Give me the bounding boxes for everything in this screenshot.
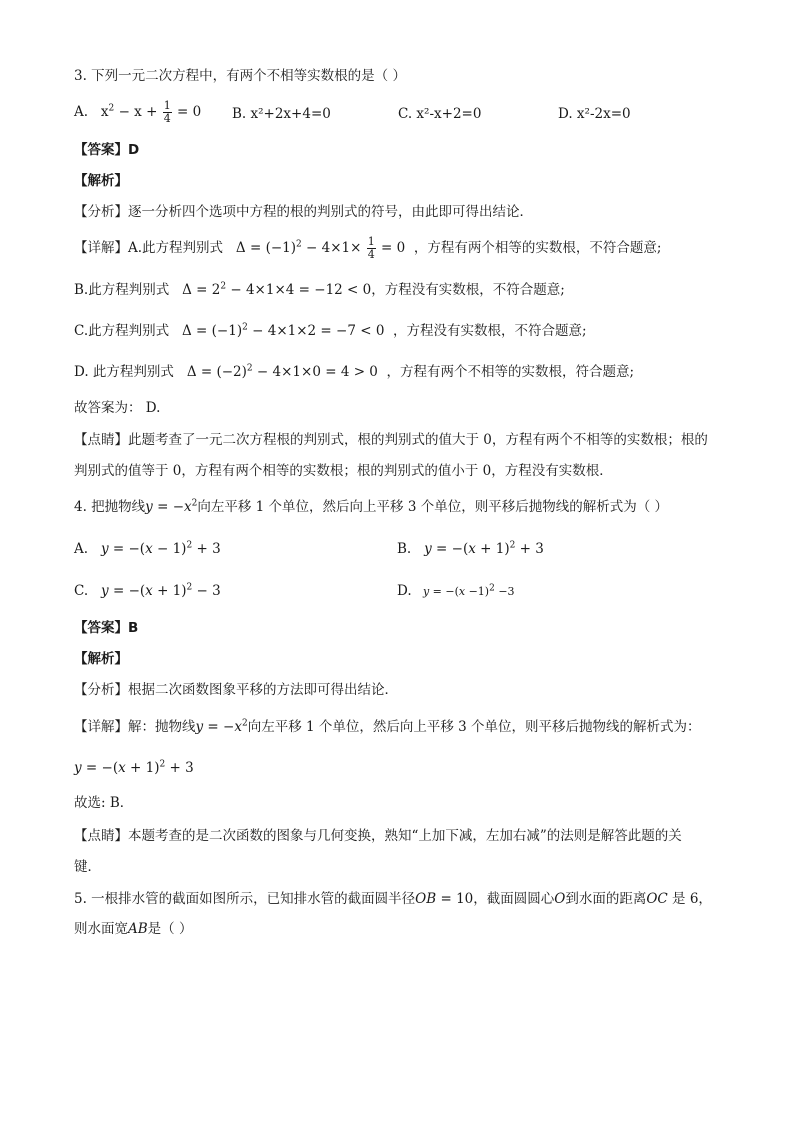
q3-option-a-label: A. — [74, 104, 89, 120]
q4-dianjing-line2: 键． — [74, 859, 101, 875]
q4-stem-suffix: 向左平移 1 个单位，然后向上平移 3 个单位，则平移后抛物线的解析式为（ ） — [197, 499, 669, 515]
q4-option-c-formula: $y = -(x + 1)^2 - 3$ — [101, 582, 221, 599]
q4-option-b-label: B. — [397, 541, 412, 557]
q4-dianjing-line1: 【点睛】本题考查的是二次函数的图象与几何变换，熟知“上加下减，左加右减”的法则是解答此题的关 — [74, 828, 682, 844]
q5-oc-symbol: OC — [646, 891, 668, 907]
q3-answer: 【答案】D — [74, 142, 140, 158]
q3-detail-c — [74, 321, 587, 341]
q3-fenxi: 【分析】逐一分析四个选项中方程的根的判别式的符号，由此即可得出结论． — [74, 204, 533, 220]
q3-detail-a-suffix: ，方程有两个相等的实数根，不符合题意; — [413, 240, 662, 256]
q4-fenxi: 【分析】根据二次函数图象平移的方法即可得出结论． — [74, 682, 398, 698]
q4-option-c[interactable] — [74, 581, 221, 601]
q3-option-a-formula: $x^2 - x$ + $\frac{1}{4}$ = 0 — [92, 99, 202, 125]
q3-option-d[interactable]: D. x²-2x=0 — [558, 106, 631, 122]
q4-option-d-formula: $y = -(x -1)^2 -3$ — [422, 583, 515, 598]
q3-detail-a-formula: $\Delta = (-1)^2 - 4\times 1\times$ $\frac{1}{4}$ = 0 — [227, 235, 410, 261]
q4-detail-prefix: 【详解】解：抛物线 — [74, 719, 196, 735]
q4-option-c-label: C. — [74, 583, 89, 599]
q5-stem-line2 — [74, 919, 192, 939]
q4-option-b-formula: $y = -(x + 1)^2 + 3$ — [424, 540, 544, 557]
q4-analysis-heading: 【解析】 — [74, 651, 128, 667]
q3-detail-d-prefix: D. 此方程判别式 — [74, 364, 174, 380]
q3-detail-b-suffix: ，方程没有实数根，不符合题意; — [371, 282, 565, 298]
q5-stem-part3: 到水面的距离 — [565, 891, 647, 907]
q3-detail-a — [74, 236, 661, 261]
q3-detail-d — [74, 362, 634, 382]
q5-stem-part1: 5. 一根排水管的截面如图所示，已知排水管的截面圆半径 — [74, 891, 416, 907]
q4-option-b[interactable] — [397, 539, 544, 559]
q3-detail-c-prefix: C.此方程判别式 — [74, 323, 170, 339]
q3-detail-c-formula: $\Delta = (-1)^2 - 4\times 1\times 2 = -7 < 0$ — [173, 322, 389, 339]
q3-option-c[interactable]: C. x²-x+2=0 — [398, 106, 482, 122]
q3-detail-d-suffix: ，方程有两个不相等的实数根，符合题意; — [386, 364, 635, 380]
q3-option-a[interactable] — [74, 100, 201, 125]
q4-option-a-formula: $y = -(x - 1)^2 + 3$ — [100, 540, 221, 557]
q5-ob-formula: OB = 10 — [415, 891, 474, 907]
q5-o-symbol: O — [554, 891, 566, 907]
q4-stem — [74, 497, 668, 517]
q3-detail-a-prefix: 【详解】A.此方程判别式 — [74, 240, 224, 256]
q3-stem: 3. 下列一元二次方程中，有两个不相等实数根的是（ ） — [74, 68, 406, 84]
q3-dianjing-line1: 【点睛】此题考查了一元二次方程根的判别式，根的判别式的值大于 0，方程有两个不相等的实数根；根的 — [74, 432, 708, 448]
q4-stem-prefix: 4. 把抛物线 — [74, 499, 146, 515]
q5-stem-part4: 是 6， — [672, 891, 712, 907]
q3-option-b[interactable]: B. x²+2x+4=0 — [232, 106, 331, 122]
q4-option-d[interactable] — [397, 581, 515, 602]
q4-conclusion: 故选: B． — [74, 795, 134, 811]
q3-detail-b — [74, 280, 565, 300]
q4-option-d-label: D. — [397, 583, 412, 599]
q5-ab-symbol: AB — [128, 921, 148, 937]
q5-stem-part2: ，截面圆圆心 — [473, 891, 555, 907]
q3-dianjing-line2: 判别式的值等于 0，方程有两个相等的实数根；根的判别式的值小于 0，方程没有实数根． — [74, 463, 613, 479]
q4-detail — [74, 717, 701, 737]
q4-answer: 【答案】B — [74, 620, 139, 636]
q3-analysis-heading: 【解析】 — [74, 173, 128, 189]
q4-detail-suffix: 向左平移 1 个单位，然后向上平移 3 个单位，则平移后抛物线的解析式为： — [247, 719, 701, 735]
q5-stem-part5: 则水面宽 — [74, 921, 128, 937]
q4-result-formula-text: $y = -(x + 1)^2 + 3$ — [74, 759, 194, 776]
q3-detail-c-suffix: ，方程没有实数根，不符合题意; — [393, 323, 587, 339]
q4-option-a[interactable] — [74, 539, 221, 559]
q4-detail-formula: $y = -x^2$ — [195, 718, 248, 735]
q5-stem-part6: 是（ ） — [147, 921, 193, 937]
q3-detail-b-formula: $\Delta = 2^2 - 4\times 1\times 4 = -12 < 0$ — [173, 281, 372, 298]
q4-result-formula — [74, 758, 194, 778]
q3-detail-b-prefix: B.此方程判别式 — [74, 282, 170, 298]
q3-conclusion: 故答案为： D. — [74, 400, 161, 416]
q3-detail-d-formula: $\Delta = (-2)^2 - 4\times 1\times 0 = 4 > 0$ — [178, 363, 383, 380]
q4-option-a-label: A. — [74, 541, 89, 557]
q5-stem-line1 — [74, 889, 712, 909]
q4-stem-formula: $y = -x^2$ — [145, 498, 198, 515]
